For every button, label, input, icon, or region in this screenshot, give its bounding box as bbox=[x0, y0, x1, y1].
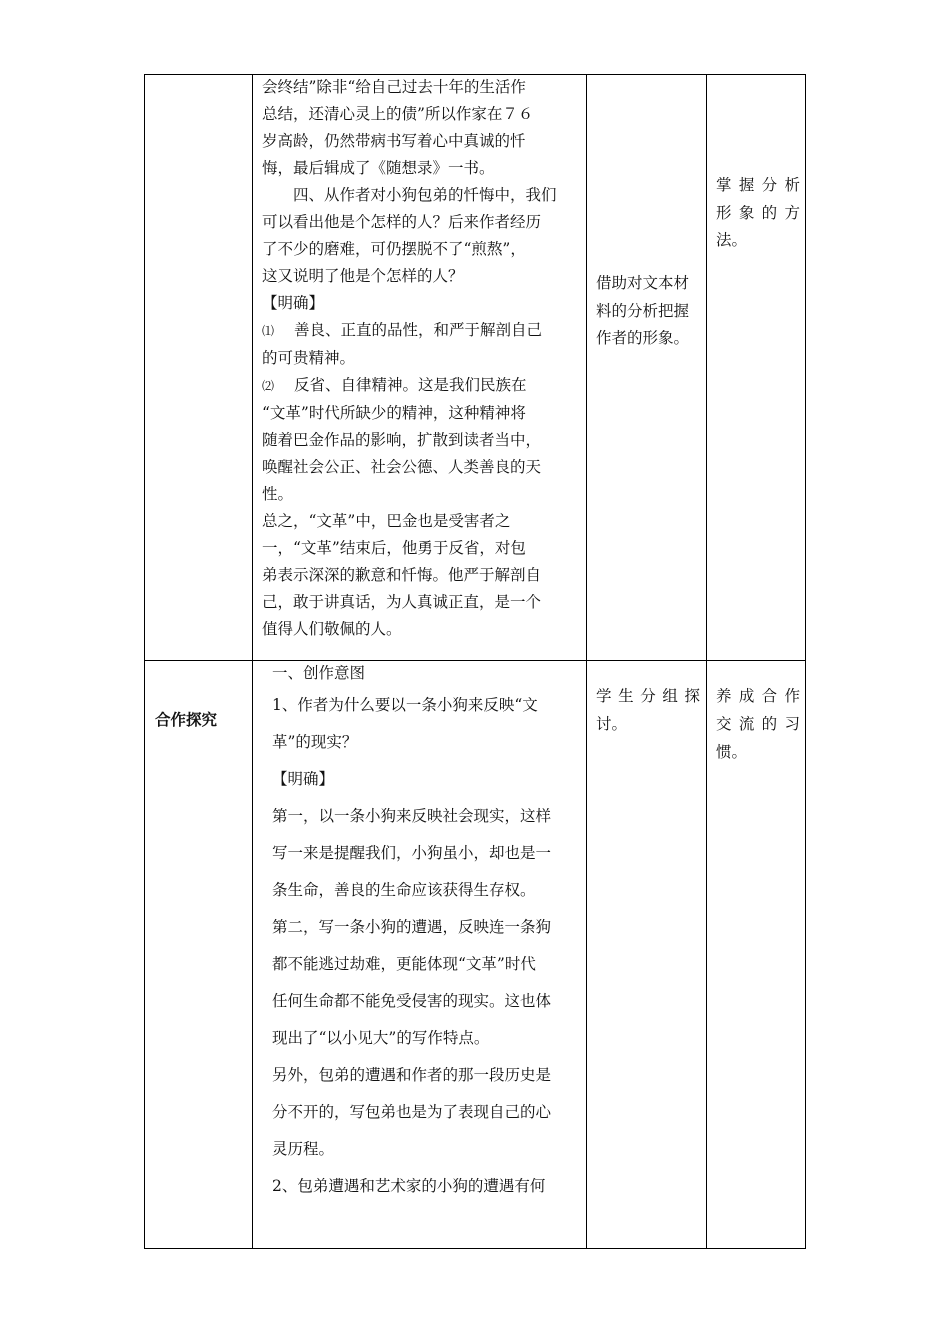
answer-point-1: ⑴ 善良、正直的品性，和严于解剖自己 bbox=[262, 317, 580, 345]
text-line: 一，“文革”结束后，他勇于反省，对包 bbox=[262, 539, 526, 557]
question-one: 1、作者为什么要以一条小狗来反映“文 bbox=[272, 696, 538, 714]
text-line: 讨。 bbox=[596, 715, 628, 733]
text-line: 交流的习 bbox=[716, 715, 800, 733]
text-line: 革”的现实？ bbox=[272, 733, 358, 751]
text-line: 形象的方 bbox=[716, 203, 800, 222]
text-line: 性。 bbox=[262, 485, 294, 503]
text-line: 灵历程。 bbox=[272, 1140, 335, 1158]
list-marker: ⑵ bbox=[262, 379, 275, 393]
text-line: 都不能逃过劫难，更能体现“文革”时代 bbox=[272, 955, 536, 973]
summary-line: 总之，“文革”中，巴金也是受害者之 bbox=[262, 512, 511, 530]
text-line: 分不开的，写包弟也是为了表现自己的心 bbox=[272, 1103, 552, 1121]
question-two: 2、包弟遭遇和艺术家的小狗的遭遇有何 bbox=[272, 1177, 546, 1195]
row1-student-activity bbox=[596, 270, 704, 353]
row2-content-cell bbox=[272, 660, 582, 1205]
text-line: 会终结”除非“给自己过去十年的生活作 bbox=[262, 78, 526, 96]
text-line: 法。 bbox=[716, 231, 748, 249]
text-line: 写一来是提醒我们，小狗虽小，却也是一 bbox=[272, 844, 552, 862]
text-line: 这又说明了他是个怎样的人？ bbox=[262, 267, 464, 285]
text-line: 第二，写一条小狗的遭遇，反映连一条狗 bbox=[272, 918, 552, 936]
row2-student-activity bbox=[596, 682, 700, 738]
table-border-left bbox=[144, 74, 145, 1249]
text-line: 现出了“以小见大”的写作特点。 bbox=[272, 1029, 490, 1047]
answer-heading: 【明确】 bbox=[272, 770, 335, 788]
text-line: 己，敢于讲真话，为人真诚正直，是一个 bbox=[262, 593, 542, 611]
table-col-divider-1 bbox=[252, 74, 253, 1249]
answer-point-2: ⑵ 反省、自律精神。这是我们民族在 bbox=[262, 372, 580, 400]
table-col-divider-2 bbox=[586, 74, 587, 1249]
text-line: 借助对文本材 bbox=[596, 274, 690, 292]
text-line: 第一，以一条小狗来反映社会现实，这样 bbox=[272, 807, 552, 825]
text-line: 岁高龄，仍然带病书写着心中真诚的忏 bbox=[262, 132, 526, 150]
table-border-right bbox=[805, 74, 806, 1249]
text-line: 可以看出他是个怎样的人？后来作者经历 bbox=[262, 213, 542, 231]
text-line: 唤醒社会公正、社会公德、人类善良的天 bbox=[262, 458, 542, 476]
row1-content-cell bbox=[262, 74, 580, 643]
section-label: 合作探究 bbox=[155, 711, 218, 729]
section-heading: 一、创作意图 bbox=[272, 664, 366, 682]
row2-design-intent bbox=[716, 682, 800, 766]
answer-heading: 【明确】 bbox=[262, 294, 325, 312]
text-line: 另外，包弟的遭遇和作者的那一段历史是 bbox=[272, 1066, 552, 1084]
text-line: 随着巴金作品的影响，扩散到读者当中， bbox=[262, 431, 542, 449]
text-line: 掌握分析 bbox=[716, 176, 800, 194]
text-line: 悔，最后辑成了《随想录》一书。 bbox=[262, 159, 495, 177]
text-line: 惯。 bbox=[716, 743, 748, 761]
text-line: 条生命，善良的生命应该获得生存权。 bbox=[272, 881, 536, 899]
text-line: 作者的形象。 bbox=[596, 329, 690, 347]
text-line: 养成合作 bbox=[716, 687, 800, 705]
text-line: 总结，还清心灵上的债”所以作家在７６ bbox=[262, 105, 534, 123]
text-line: 值得人们敬佩的人。 bbox=[262, 620, 402, 638]
row1-design-intent bbox=[716, 172, 800, 255]
text-line: 学生分组探 bbox=[596, 687, 700, 705]
text-line: 任何生命都不能免受侵害的现实。这也体 bbox=[272, 992, 552, 1010]
list-marker: ⑴ bbox=[262, 324, 275, 338]
text-line: 料的分析把握 bbox=[596, 301, 690, 320]
text-line: 了不少的磨难，可仍摆脱不了“煎熬”， bbox=[262, 240, 526, 258]
question-four: 四、从作者对小狗包弟的忏悔中，我们 bbox=[293, 186, 557, 204]
text-line: 的可贵精神。 bbox=[262, 349, 356, 367]
table-col-divider-3 bbox=[706, 74, 707, 1249]
text-line: 弟表示深深的歉意和忏悔。他严于解剖自 bbox=[262, 566, 542, 584]
text-line: “文革”时代所缺少的精神，这种精神将 bbox=[262, 404, 526, 422]
